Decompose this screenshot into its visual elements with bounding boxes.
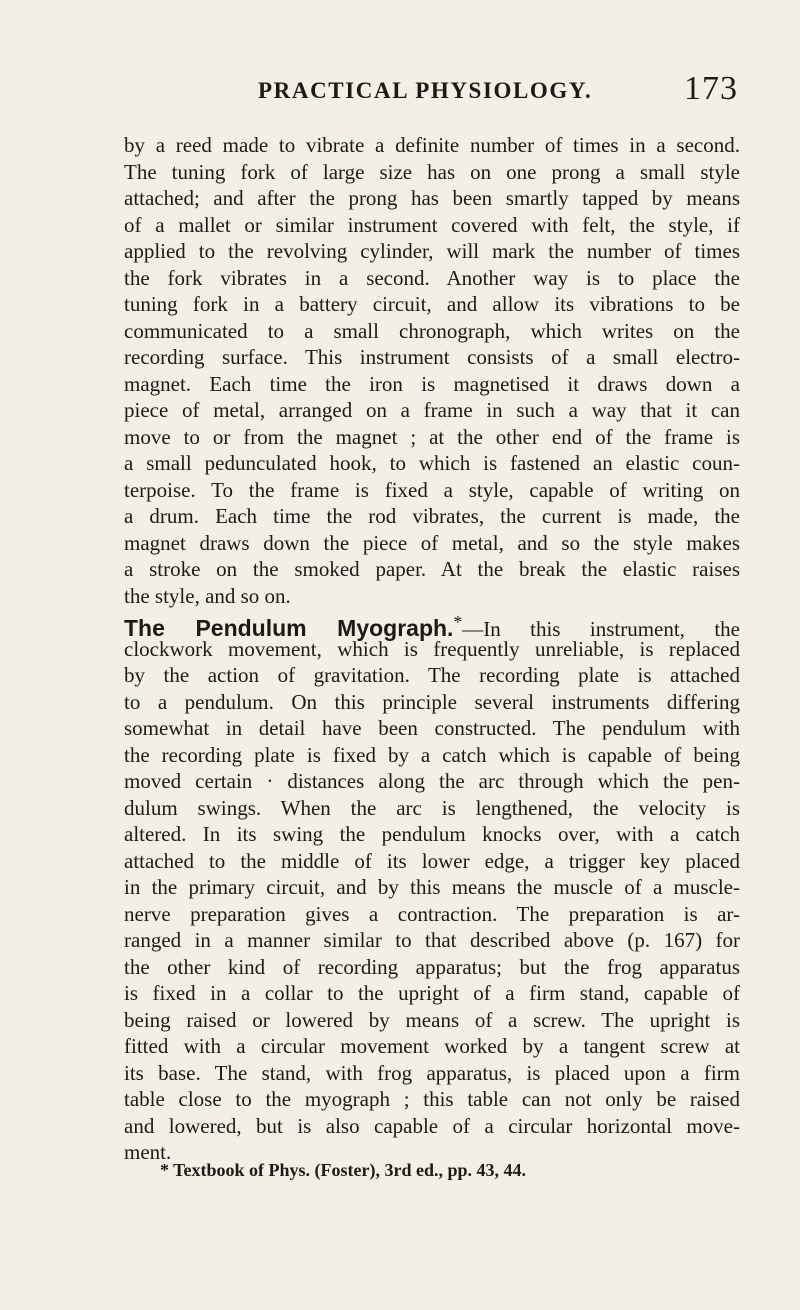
text-line: a drum. Each time the rod vibrates, the current is made, the (124, 504, 740, 528)
footnote: * Textbook of Phys. (Foster), 3rd ed., pp. 43, 44. (160, 1160, 527, 1180)
section-heading: The Pendulum Myograph. (124, 615, 454, 641)
page-number: 173 (684, 70, 738, 107)
text-line: nerve preparation gives a contraction. The preparation is ar- (124, 901, 740, 926)
running-title: PRACTICAL PHYSIOLOGY. (258, 78, 593, 103)
text-line: dulum swings. When the arc is lengthened, the velocity is (124, 795, 740, 820)
text-line: in the primary circuit, and by this means the muscle of a muscle- (124, 875, 740, 899)
text-line: to a pendulum. On this principle several instruments differing (124, 689, 740, 714)
footnote-marker: * (453, 612, 463, 632)
text-line: The tuning fork of large size has on one prong a small style (124, 159, 740, 184)
text-line: table close to the myograph ; this table can not only be raised (124, 1087, 740, 1111)
text-line: by the action of gravitation. The recording plate is attached (124, 663, 740, 687)
text-line: magnet. Each time the iron is magnetised it draws down a (124, 371, 740, 396)
text-line: the fork vibrates in a second. Another way is to place the (124, 265, 740, 290)
text-line: moved certain · distances along the arc through which the pen- (124, 769, 740, 793)
text-line: applied to the revolving cylinder, will mark the number of times (124, 239, 740, 263)
text-line: its base. The stand, with frog apparatus, is placed upon a firm (124, 1060, 740, 1085)
text-line: clockwork movement, which is frequently unreliable, is replaced (124, 636, 740, 661)
text-line: is fixed in a collar to the upright of a firm stand, capable of (124, 981, 740, 1005)
text-line: piece of metal, arranged on a frame in such a way that it can (124, 398, 740, 422)
text-line: attached to the middle of its lower edge, a trigger key placed (124, 848, 740, 873)
text-line: the recording plate is fixed by a catch which is capable of being (124, 742, 740, 767)
body-text (124, 132, 740, 1166)
running-head (124, 70, 738, 110)
text-line: communicated to a small chronograph, which writes on the (124, 318, 740, 343)
text-line: a stroke on the smoked paper. At the break the elastic raises (124, 557, 740, 581)
text-line: ranged in a manner similar to that described above (p. 167) for (124, 928, 740, 952)
text-line: and lowered, but is also capable of a circular horizontal move- (124, 1113, 740, 1138)
text-line: a small pedunculated hook, to which is fastened an elastic coun- (124, 451, 740, 475)
section-first-line-text: —In this instrument, the (462, 617, 740, 641)
text-line: somewhat in detail have been constructed. The pendulum with (124, 716, 740, 740)
text-line: recording surface. This instrument consists of a small electro- (124, 345, 740, 369)
text-line: being raised or lowered by means of a screw. The upright is (124, 1007, 740, 1032)
text-line: the style, and so on. (124, 583, 291, 608)
text-line: attached; and after the prong has been smartly tapped by means (124, 186, 740, 210)
text-line: the other kind of recording apparatus; but the frog apparatus (124, 954, 740, 979)
text-line: terpoise. To the frame is fixed a style, capable of writing on (124, 477, 740, 502)
section-first-line (124, 609, 740, 641)
text-line: of a mallet or similar instrument covered with felt, the style, if (124, 212, 740, 237)
text-line: ment. (124, 1140, 172, 1164)
text-line: altered. In its swing the pendulum knocks over, with a catch (124, 822, 740, 846)
text-line: move to or from the magnet ; at the other end of the frame is (124, 424, 740, 449)
text-line: magnet draws down the piece of metal, and so the style makes (124, 530, 740, 555)
text-line: tuning fork in a battery circuit, and allow its vibrations to be (124, 292, 740, 316)
text-line: fitted with a circular movement worked by a tangent screw at (124, 1034, 740, 1058)
text-line: by a reed made to vibrate a definite number of times in a second. (124, 133, 740, 157)
